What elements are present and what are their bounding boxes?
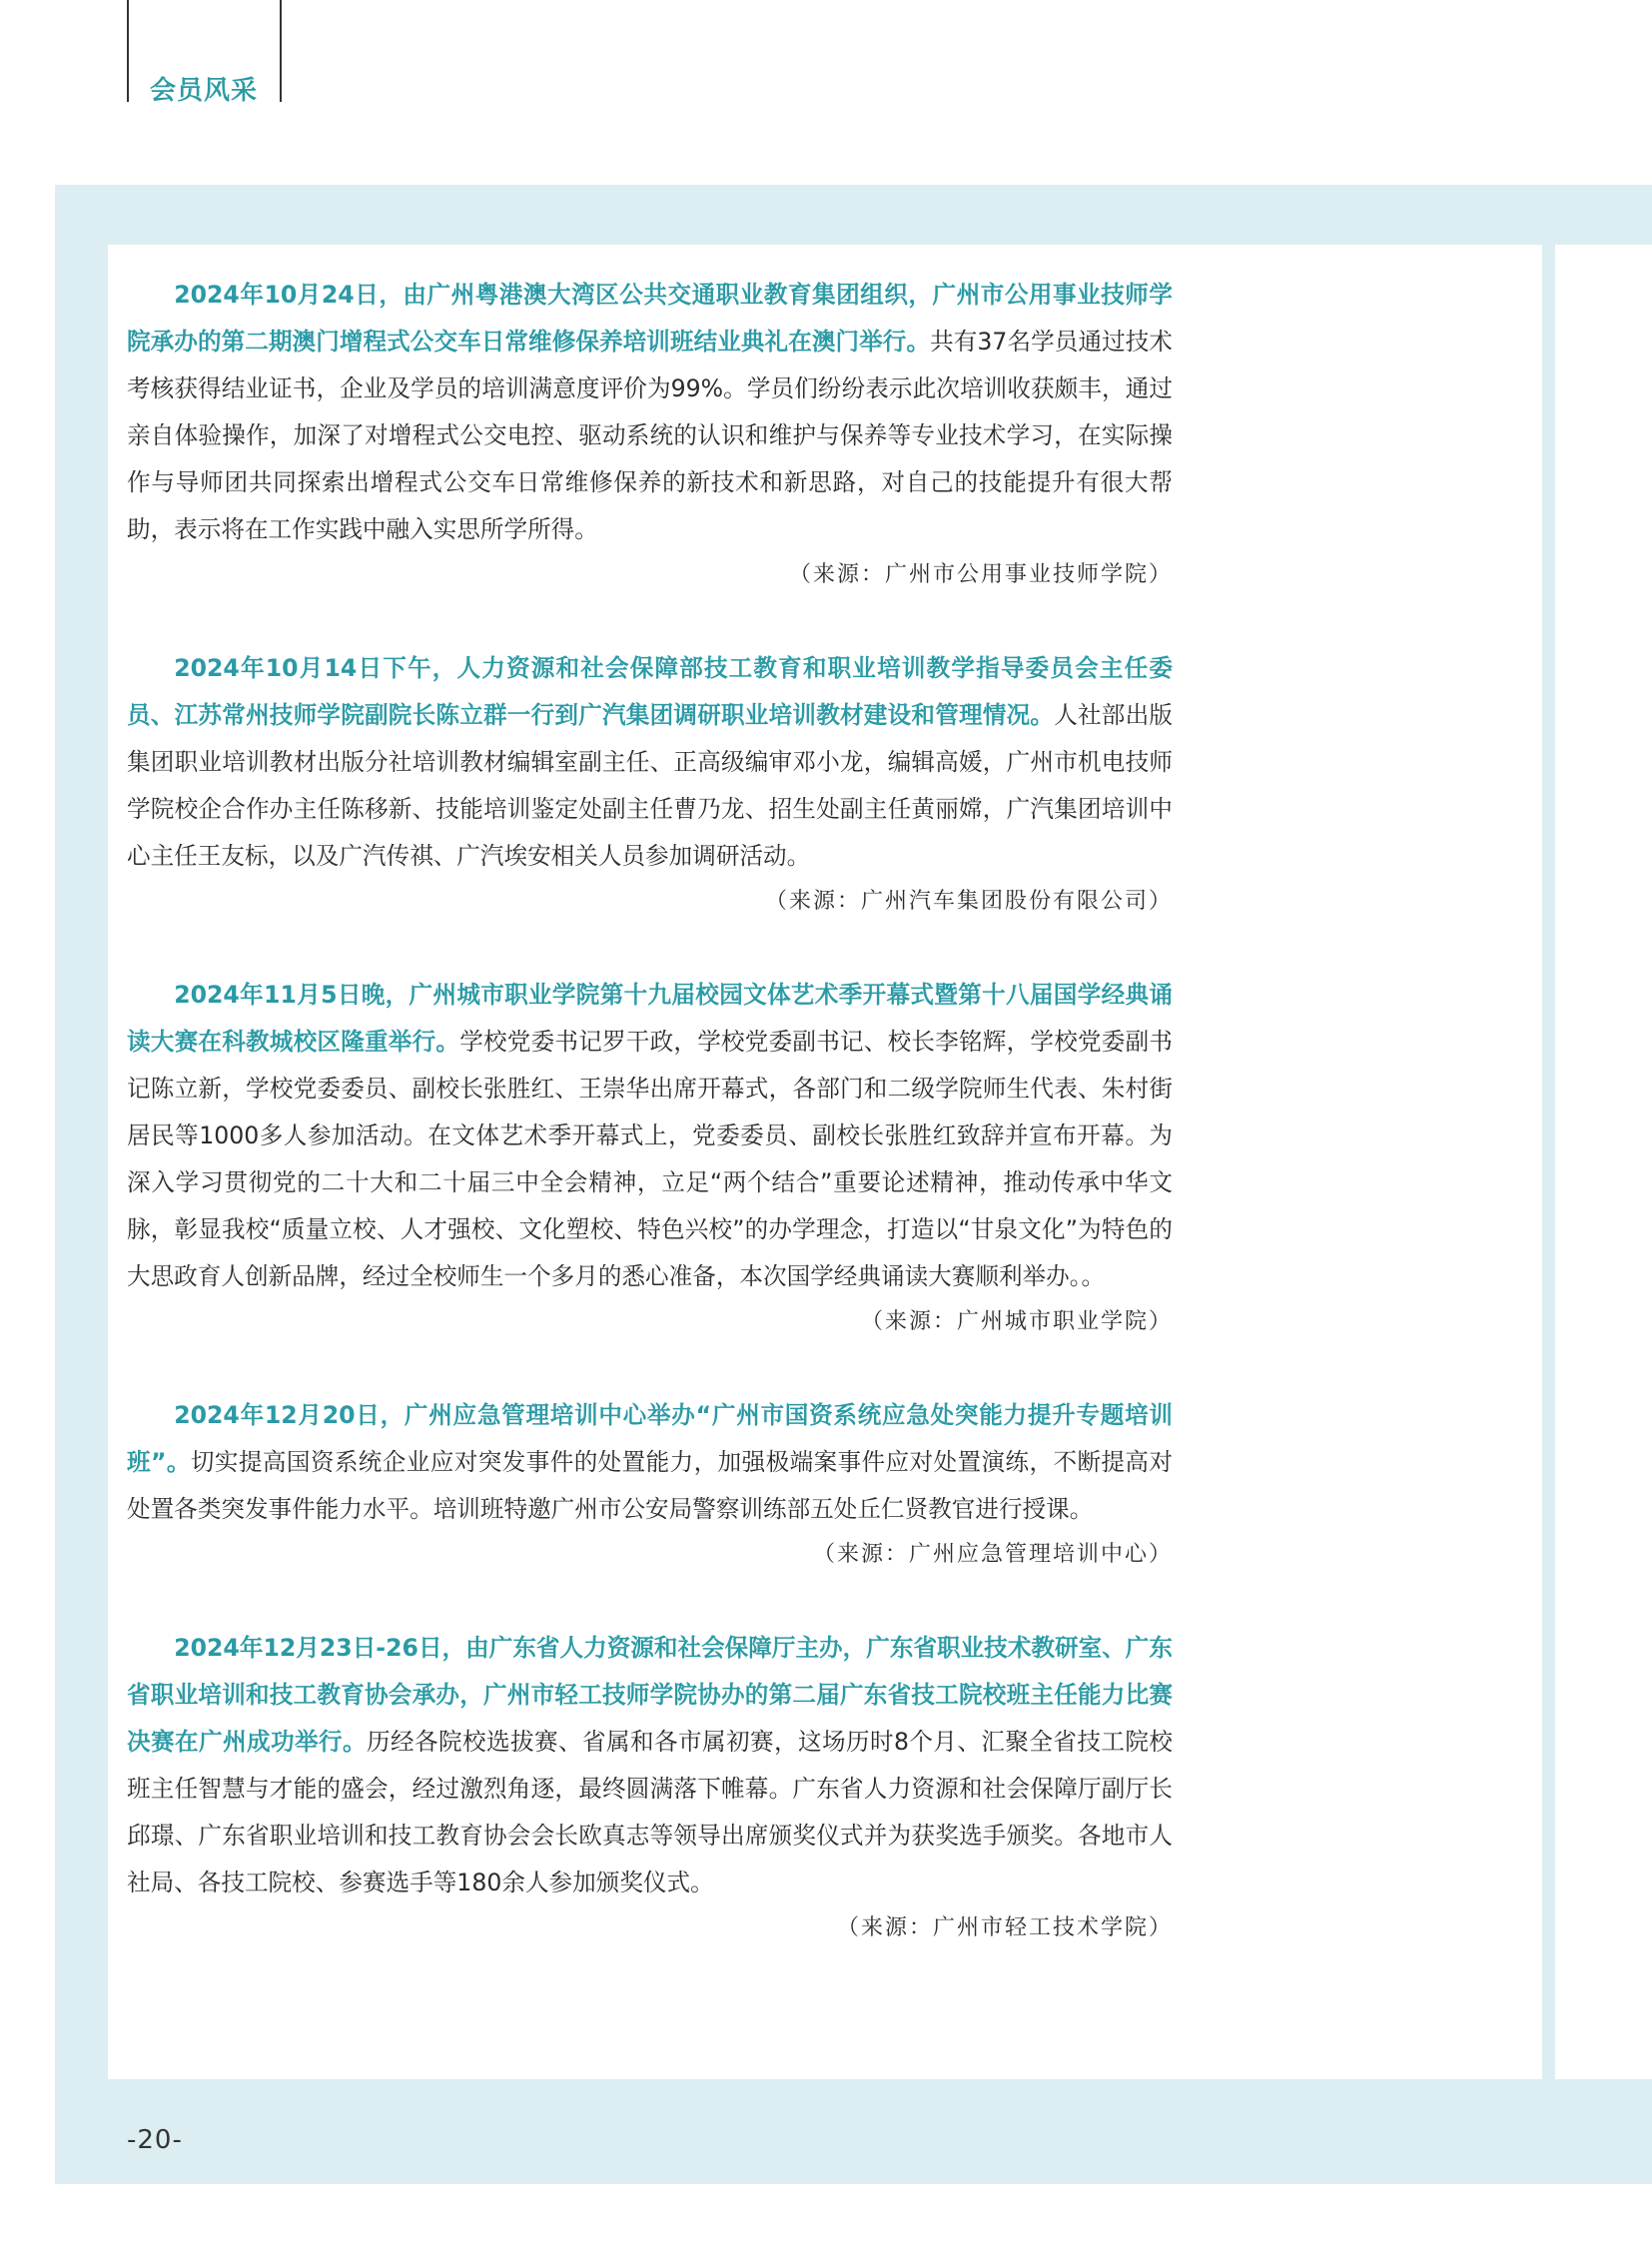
news-body: 人社部出版集团职业培训教材出版分社培训教材编辑室副主任、正高级编审邓小龙，编辑高媛，广州市机电技师学院校企合作办主任陈移新、技能培训鉴定处副主任曹乃龙、招生处副主任黄丽嫦，广汽集团培训中心主任王友标，以及广汽传祺、广汽埃安相关人员参加调研活动。 <box>127 701 1173 870</box>
page-number: -20- <box>127 2125 183 2155</box>
news-source: （来源：广州应急管理培训中心） <box>812 1542 1173 1567</box>
news-item-1 <box>127 272 1173 597</box>
news-source: （来源：广州城市职业学院） <box>860 1309 1173 1334</box>
news-body: 切实提高国资系统企业应对突发事件的处置能力，加强极端案事件应对处置演练，不断提高对处置各类突发事件能力水平。培训班特邀广州市公安局警察训练部五处丘仁贤教官进行授课。 <box>127 1448 1174 1523</box>
news-source: （来源：广州汽车集团股份有限公司） <box>764 889 1173 914</box>
news-body: 共有37名学员通过技术考核获得结业证书，企业及学员的培训满意度评价为99%。学员们纷纷表示此次培训收获颇丰，通过亲自体验操作，加深了对增程式公交电控、驱动系统的认识和维护与保养等专业技术学习，在实际操作与导师团共同探索出增程式公交车日常维修保养的新技术和新思路，对自己的技能提升有很大帮助，表示将在工作实践中融入实思所学所得。 <box>127 328 1174 543</box>
news-paragraph <box>127 1392 1173 1533</box>
news-headline: 2024年12月23日-26日，由广东省人力资源和社会保障厅主办，广东省职业技术教研室、广东省职业培训和技工教育协会承办，广州市轻工技师学院协办的第二届广东省技工院校班主任能力比赛决赛在广州成功举行。 <box>127 1634 1173 1756</box>
section-label: 会员风采 <box>150 76 259 106</box>
header-divider-right <box>280 0 282 102</box>
news-source: （来源：广州市轻工技术学院） <box>836 1915 1173 1940</box>
news-item-4 <box>127 1392 1173 1577</box>
news-headline: 2024年12月20日，广州应急管理培训中心举办“广州市国资系统应急处突能力提升专题培训班”。 <box>127 1401 1173 1476</box>
article-list <box>127 272 1173 1950</box>
news-headline: 2024年11月5日晚，广州城市职业学院第十九届校园文体艺术季开幕式暨第十八届国学经典诵读大赛在科教城校区隆重举行。 <box>127 981 1173 1056</box>
news-item-5 <box>127 1625 1173 1950</box>
news-headline: 2024年10月24日，由广州粤港澳大湾区公共交通职业教育集团组织，广州市公用事业技师学院承办的第二期澳门增程式公交车日常维修保养培训班结业典礼在澳门举行。 <box>127 281 1173 356</box>
news-item-2 <box>127 645 1173 924</box>
news-headline: 2024年10月14日下午，人力资源和社会保障部技工教育和职业培训教学指导委员会主任委员、江苏常州技师学院副院长陈立群一行到广汽集团调研职业培训教材建设和管理情况。 <box>127 654 1173 729</box>
side-card <box>1555 245 1652 2079</box>
news-paragraph <box>127 645 1173 880</box>
news-paragraph <box>127 972 1173 1300</box>
news-paragraph <box>127 1625 1173 1906</box>
news-item-3 <box>127 972 1173 1344</box>
news-paragraph <box>127 272 1173 553</box>
header-divider-left <box>127 0 129 102</box>
news-source: （来源：广州市公用事业技师学院） <box>788 562 1173 587</box>
news-body: 历经各院校选拔赛、省属和各市属初赛，这场历时8个月、汇聚全省技工院校班主任智慧与才能的盛会，经过激烈角逐，最终圆满落下帷幕。广东省人力资源和社会保障厅副厅长邱璟、广东省职业培训和技工教育协会会长欧真志等领导出席颁奖仪式并为获奖选手颁奖。各地市人社局、各技工院校、参赛选手等180余人参加颁奖仪式。 <box>127 1728 1173 1896</box>
news-body: 学校党委书记罗干政，学校党委副书记、校长李铭辉，学校党委副书记陈立新，学校党委委员、副校长张胜红、王崇华出席开幕式，各部门和二级学院师生代表、朱村街居民等1000多人参加活动。在文体艺术季开幕式上，党委委员、副校长张胜红致辞并宣布开幕。为深入学习贯彻党的二十大和二十届三中全会精神，立足“两个结合”重要论述精神，推动传承中华文脉，彰显我校“质量立校、人才强校、文化塑校、特色兴校”的办学理念，打造以“甘泉文化”为特色的大思政育人创新品牌，经过全校师生一个多月的悉心准备，本次国学经典诵读大赛顺利举办。。 <box>127 1028 1173 1290</box>
